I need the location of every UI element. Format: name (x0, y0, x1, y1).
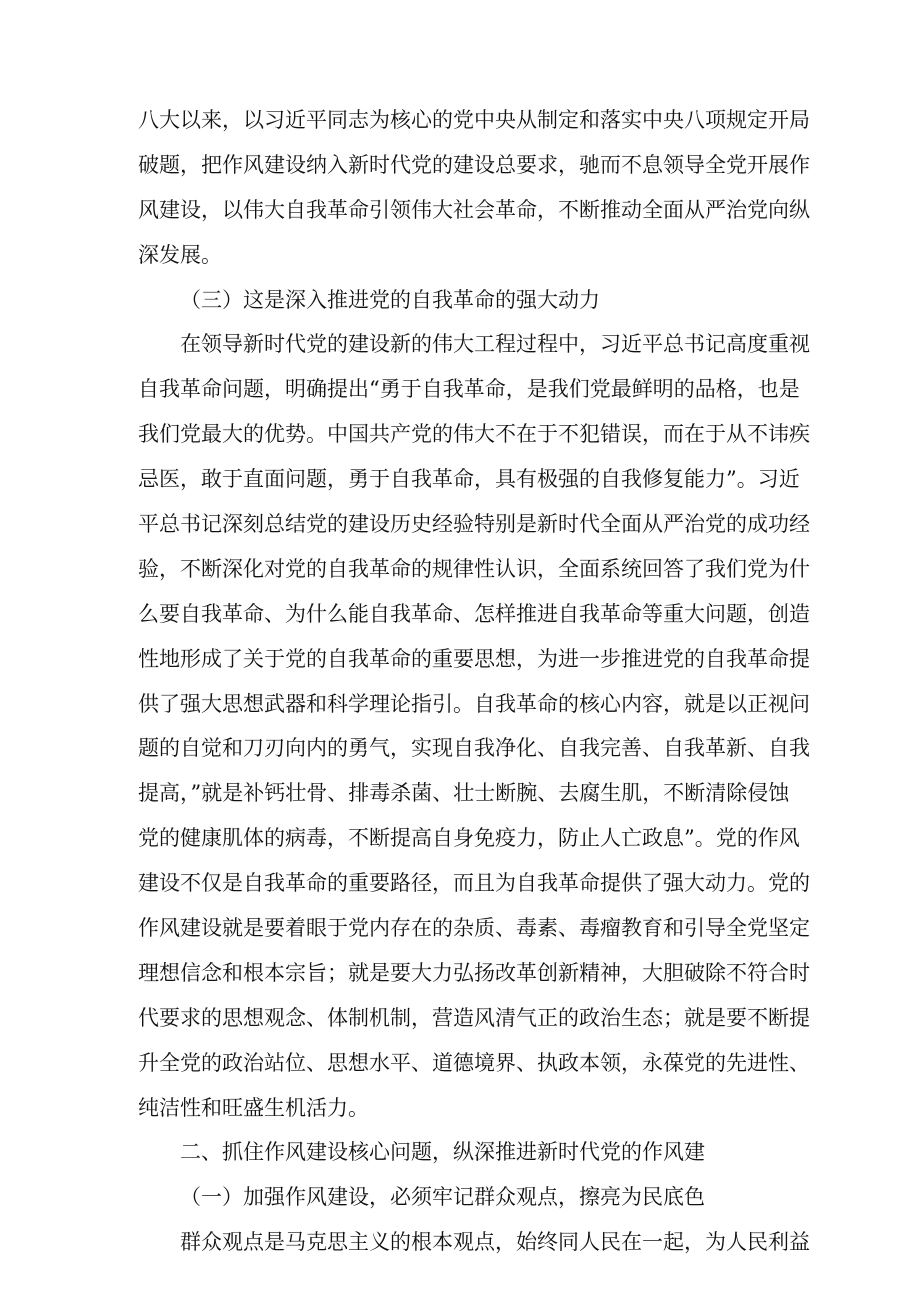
text-line: 么要自我革命、为什么能自我革命、怎样推进自我革命等重大问题，创造 (138, 601, 810, 626)
document-body (138, 98, 810, 1265)
text-line: （一）加强作风建设，必须牢记群众观点，擦亮为民底色 (180, 1185, 705, 1210)
text-line: 代要求的思想观念、体制机制，营造风清气正的政治生态；就是要不断提 (138, 1005, 810, 1030)
text-line: 在领导新时代党的建设新的伟大工程过程中，习近平总书记高度重视 (180, 332, 810, 357)
text-line: 供了强大思想武器和科学理论指引。自我革命的核心内容，就是以正视问 (138, 691, 810, 716)
text-line: 八大以来，以习近平同志为核心的党中央从制定和落实中央八项规定开局 (138, 108, 810, 132)
text-line: 我们党最大的优势。中国共产党的伟大不在于不犯错误，而在于从不讳疾 (138, 422, 810, 447)
text-line: 升全党的政治站位、思想水平、道德境界、执政本领，永葆党的先进性、 (138, 1050, 810, 1075)
text-line: 验，不断深化对党的自我革命的规律性认识，全面系统回答了我们党为什 (138, 556, 810, 581)
text-line: 忌医，敢于直面问题，勇于自我革命，具有极强的自我修复能力”。习近 (138, 467, 800, 492)
text-line: 群众观点是马克思主义的根本观点，始终同人民在一起，为人民利益 (180, 1230, 810, 1255)
text-line: 破题，把作风建设纳入新时代党的建设总要求，驰而不息领导全党开展作 (138, 152, 810, 177)
text-line: 二、抓住作风建设核心问题，纵深推进新时代党的作风建 (180, 1140, 705, 1165)
text-line: 自我革命问题，明确提出“勇于自我革命，是我们党最鲜明的品格，也是 (138, 377, 800, 402)
text-line: 纯洁性和旺盛生机活力。 (138, 1095, 369, 1120)
text-line: 深发展。 (138, 242, 222, 267)
text-line: 提高，”就是补钙壮骨、排毒杀菌、壮士断腕、去腐生肌，不断清除侵蚀 (138, 781, 790, 806)
text-line: （三）这是深入推进党的自我革命的强大动力 (180, 287, 600, 312)
text-line: 党的健康肌体的病毒，不断提高自身免疫力，防止人亡政息”。党的作风 (138, 826, 800, 851)
text-line: 风建设，以伟大自我革命引领伟大社会革命，不断推动全面从严治党向纵 (138, 197, 810, 222)
text-line: 理想信念和根本宗旨；就是要大力弘扬改革创新精神，大胆破除不符合时 (138, 960, 810, 985)
text-line: 性地形成了关于党的自我革命的重要思想，为进一步推进党的自我革命提 (138, 646, 810, 671)
text-line: 题的自觉和刀刃向内的勇气，实现自我净化、自我完善、自我革新、自我 (138, 736, 810, 761)
text-line: 平总书记深刻总结党的建设历史经验特别是新时代全面从严治党的成功经 (138, 512, 810, 537)
text-line: 作风建设就是要着眼于党内存在的杂质、毒素、毒瘤教育和引导全党坚定 (138, 916, 810, 941)
text-line: 建设不仅是自我革命的重要路径，而且为自我革命提供了强大动力。党的 (138, 871, 810, 896)
